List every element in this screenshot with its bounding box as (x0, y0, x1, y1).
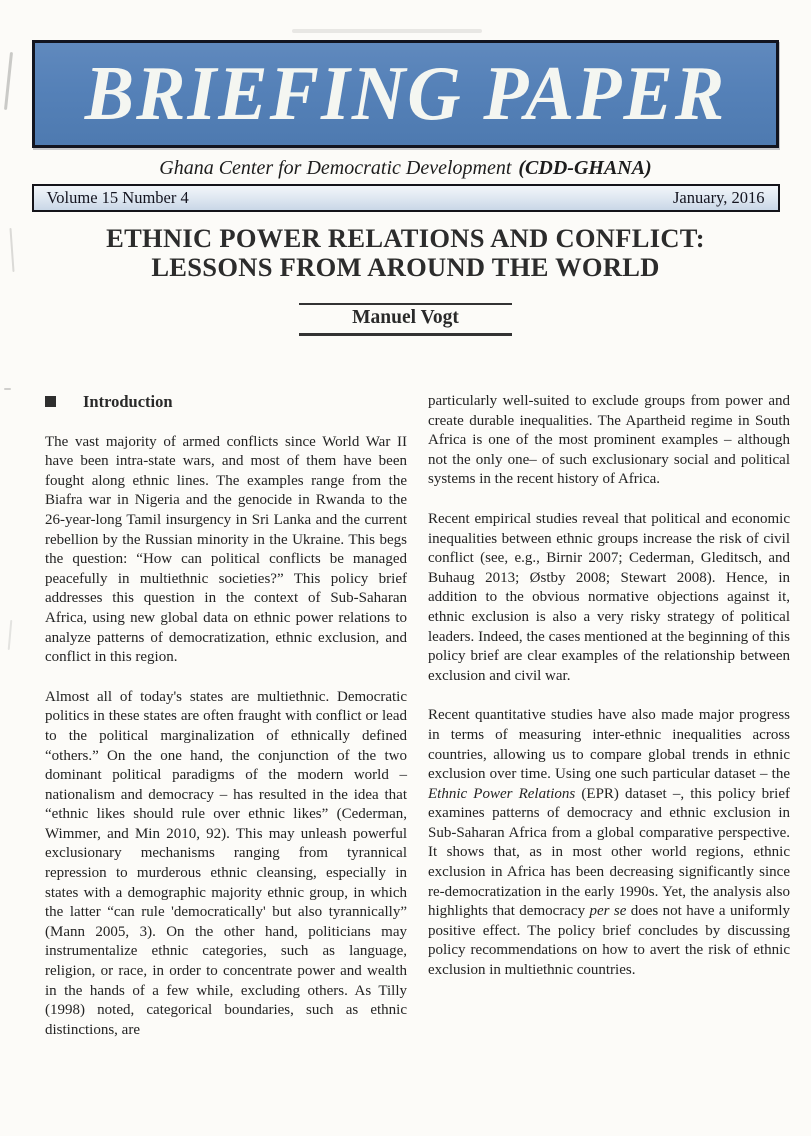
paragraph (428, 706, 790, 980)
paragraph (428, 392, 790, 490)
scan-artifact (4, 52, 13, 110)
square-bullet-icon (45, 396, 56, 407)
body-text: Recent empirical studies reveal that political and economic inequalities between ethnic groups increase the risk of civil conflict (see, e.g., Birnir 2007; Cederman, Gleditsch, and Buhaug 2013; Østby 2008; Stewart 2008). Hence, in addition to the obvious normative objections against it, ethnic exclusion is also a very risky strategy of political leaders. Indeed, the cases mentioned at the beginning of this policy brief are clear examples of the relationship between exclusion and civil war. (428, 510, 790, 684)
article-title-line1: ETHNIC POWER RELATIONS AND CONFLICT: (106, 223, 705, 253)
body-text: Almost all of today's states are multiethnic. Democratic politics in these states are often fraught with conflict or lead to the political marginalization of ethnically defined “others.” On the one hand, the conjunction of the two dominant political paradigms of the modern world – nationalism and democracy – has resulted in the idea that “ethnic likes should rule over ethnic likes” (Cederman, Wimmer, and Min 2010, 92). This may unleash powerful exclusionary mechanisms ranging from tyrannical repression to murderous ethnic cleansing, especially in states with a demographic majority ethnic group, in which the latter “can rule 'democratically' but also tyrannically” (Mann 2005, 3). On the other hand, politicians may instrumentalize ethnic categories, such as language, religion, or race, in order to concentrate power and wealth in the hands of a few while, excluding others. As Tilly (1998) noted, categorical boundaries, such as ethnic distinctions, are (45, 688, 407, 1038)
body-text: Recent quantitative studies have also made major progress in terms of measuring inter-ethnic inequalities across countries, allowing us to compare global trends in ethnic exclusion over time. Using one such particular dataset – the (428, 707, 790, 783)
org-name: Ghana Center for Democratic Development (159, 157, 512, 179)
masthead-title: BRIEFING PAPER (84, 50, 727, 137)
volume-date-bar (32, 184, 780, 212)
body-text: The vast majority of armed conflicts since World War II have been intra-state wars, and most of them have been fought along ethnic lines. The examples range from the Biafra war in Nigeria and the genocide in Rwanda to the 26-year-long Tamil insurgency in Sri Lanka and the current rebellion by the Russian minority in the Ukraine. This begs the question: “How can political conflicts be managed peacefully in multiethnic societies?” This policy brief addresses this question in the context of Sub-Saharan Africa, using new global data on ethnic power relations to analyze patterns of democratization, ethnic exclusion, and conflict in this region. (45, 433, 407, 666)
masthead-banner (32, 40, 779, 148)
volume-label: Volume 15 Number 4 (46, 188, 189, 207)
org-acronym: (CDD-GHANA) (518, 157, 652, 179)
italic-text: per se (589, 903, 627, 920)
section-heading-introduction (45, 392, 407, 412)
left-column (45, 392, 407, 1060)
body-text: particularly well-suited to exclude groups from power and create durable inequalities. The Apartheid regime in South Africa is one of the most prominent examples – although not the only one– of such exclusionary social and political systems in the recent history of Africa. (428, 393, 790, 488)
scan-artifact (8, 620, 13, 650)
section-heading-label: Introduction (83, 392, 173, 411)
author-block (0, 303, 811, 336)
scan-artifact (4, 388, 11, 390)
issue-date: January, 2016 (673, 188, 765, 207)
article-title-line2: LESSONS FROM AROUND THE WORLD (151, 252, 660, 282)
paragraph (428, 510, 790, 686)
body-text: does not have a uniformly positive effect. The policy brief concludes by discussing policy recommendations on how to avert the risk of ethnic exclusion in multiethnic countries. (428, 903, 790, 979)
right-column-text (428, 392, 790, 981)
left-column-text (45, 433, 407, 1041)
author-rule-bottom (299, 333, 512, 336)
paragraph (45, 688, 407, 1041)
italic-text: Ethnic Power Relations (428, 785, 576, 802)
org-line (0, 157, 811, 180)
scan-artifact (292, 29, 482, 33)
body-text: (EPR) dataset –, this policy brief examines patterns of democracy and ethnic exclusion in Sub-Saharan Africa from a global comparative perspective. It shows that, as in most other world regions, ethnic exclusion in Africa has been decreasing significantly since re-democratization in the early 1990s. Yet, the analysis also highlights that democracy (428, 785, 790, 920)
author-name: Manuel Vogt (352, 307, 459, 328)
paragraph (45, 433, 407, 668)
body-columns (45, 392, 790, 1060)
article-title (0, 224, 811, 282)
right-column (428, 392, 790, 1060)
